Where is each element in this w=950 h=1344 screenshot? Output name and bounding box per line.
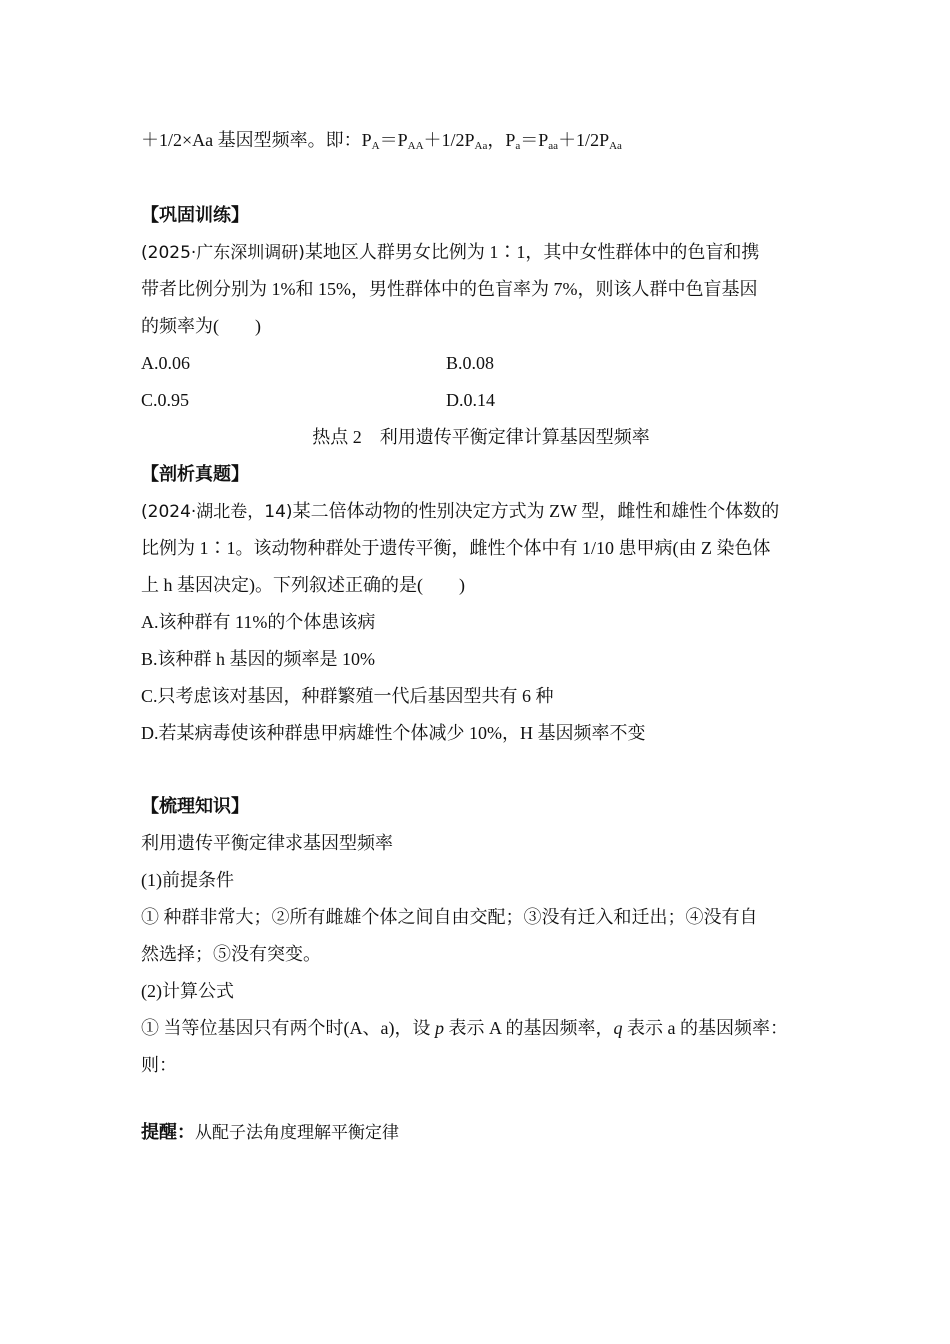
practice-stem-line3: 的频率为( ) <box>141 316 261 336</box>
knowledge-heading: 【梳理知识】 <box>141 796 249 816</box>
formula-sep: ， <box>487 130 506 150</box>
practice-option-c[interactable]: C.0.95 <box>141 390 190 410</box>
practice-option-d[interactable]: D.0.14 <box>446 390 495 410</box>
document-content <box>141 122 821 1151</box>
hotspot-title: 热点 2 利用遗传平衡定律计算基因型频率 <box>312 427 650 447</box>
real-exam-stem-line3: 上 h 基因决定)。下列叙述正确的是( ) <box>141 575 465 595</box>
tip-line <box>141 1114 821 1151</box>
real-exam-option-c[interactable]: C.只考虑该对基因，种群繁殖一代后基因型共有 6 种 <box>141 686 554 706</box>
formula-line <box>141 122 821 159</box>
knowledge-subtitle: 利用遗传平衡定律求基因型频率 <box>141 833 393 853</box>
practice-option-b[interactable]: B.0.08 <box>446 353 495 373</box>
knowledge-item2-line1: ① 当等位基因只有两个时(A、a)，设 p 表示 A 的基因频率，q 表示 a 的基因频率： <box>141 1018 788 1038</box>
knowledge-item1-line1: ① 种群非常大；②所有雌雄个体之间自由交配；③没有迁入和迁出；④没有自 <box>141 907 758 927</box>
real-exam-stem-line1: (2024·湖北卷，14)某二倍体动物的性别决定方式为 ZW 型，雌性和雄性个体数的 <box>141 501 780 522</box>
practice-stem-line2: 带者比例分别为 1%和 15%，男性群体中的色盲率为 7%，则该人群中色盲基因 <box>141 279 758 299</box>
variable-p: p <box>434 1018 444 1038</box>
practice-option-a[interactable]: A.0.06 <box>141 353 190 373</box>
knowledge-item1-line2: 然选择；⑤没有突变。 <box>141 944 321 964</box>
knowledge-item1-title: (1)前提条件 <box>141 870 234 890</box>
real-exam-source: (2024·湖北卷，14) <box>141 502 293 522</box>
practice-options-row1 <box>141 345 821 382</box>
formula-pa-lower: $P_a=P_{aa}+1/2P_{Aa}$ <box>505 130 622 152</box>
knowledge-item2-title: (2)计算公式 <box>141 981 234 1001</box>
real-exam-option-b[interactable]: B.该种群 h 基因的频率是 10% <box>141 649 375 669</box>
formula-prefix: ＋1/2×Aa 基因型频率。即： <box>141 130 362 150</box>
real-exam-option-d[interactable]: D.若某病毒使该种群患甲病雄性个体减少 10%，H 基因频率不变 <box>141 723 646 743</box>
tip-text: 从配子法角度理解平衡定律 <box>195 1123 399 1143</box>
formula-pa-upper: $P_A=P_{AA}+1/2P_{Aa}$ <box>361 130 488 152</box>
practice-options-row2 <box>141 382 821 419</box>
real-exam-heading: 【剖析真题】 <box>141 464 249 484</box>
practice-stem-line1: (2025·广东深圳调研)某地区人群男女比例为 1∶1，其中女性群体中的色盲和携 <box>141 242 760 263</box>
practice-heading: 【巩固训练】 <box>141 205 249 225</box>
real-exam-stem-line2: 比例为 1∶1。该动物种群处于遗传平衡，雌性个体中有 1/10 患甲病(由 Z 染色体 <box>141 538 771 558</box>
variable-q: q <box>613 1018 623 1038</box>
knowledge-item2-line2: 则： <box>141 1055 177 1075</box>
real-exam-option-a[interactable]: A.该种群有 11%的个体患该病 <box>141 612 376 632</box>
tip-label: 提醒： <box>141 1122 195 1142</box>
practice-source: (2025·广东深圳调研) <box>141 243 305 263</box>
